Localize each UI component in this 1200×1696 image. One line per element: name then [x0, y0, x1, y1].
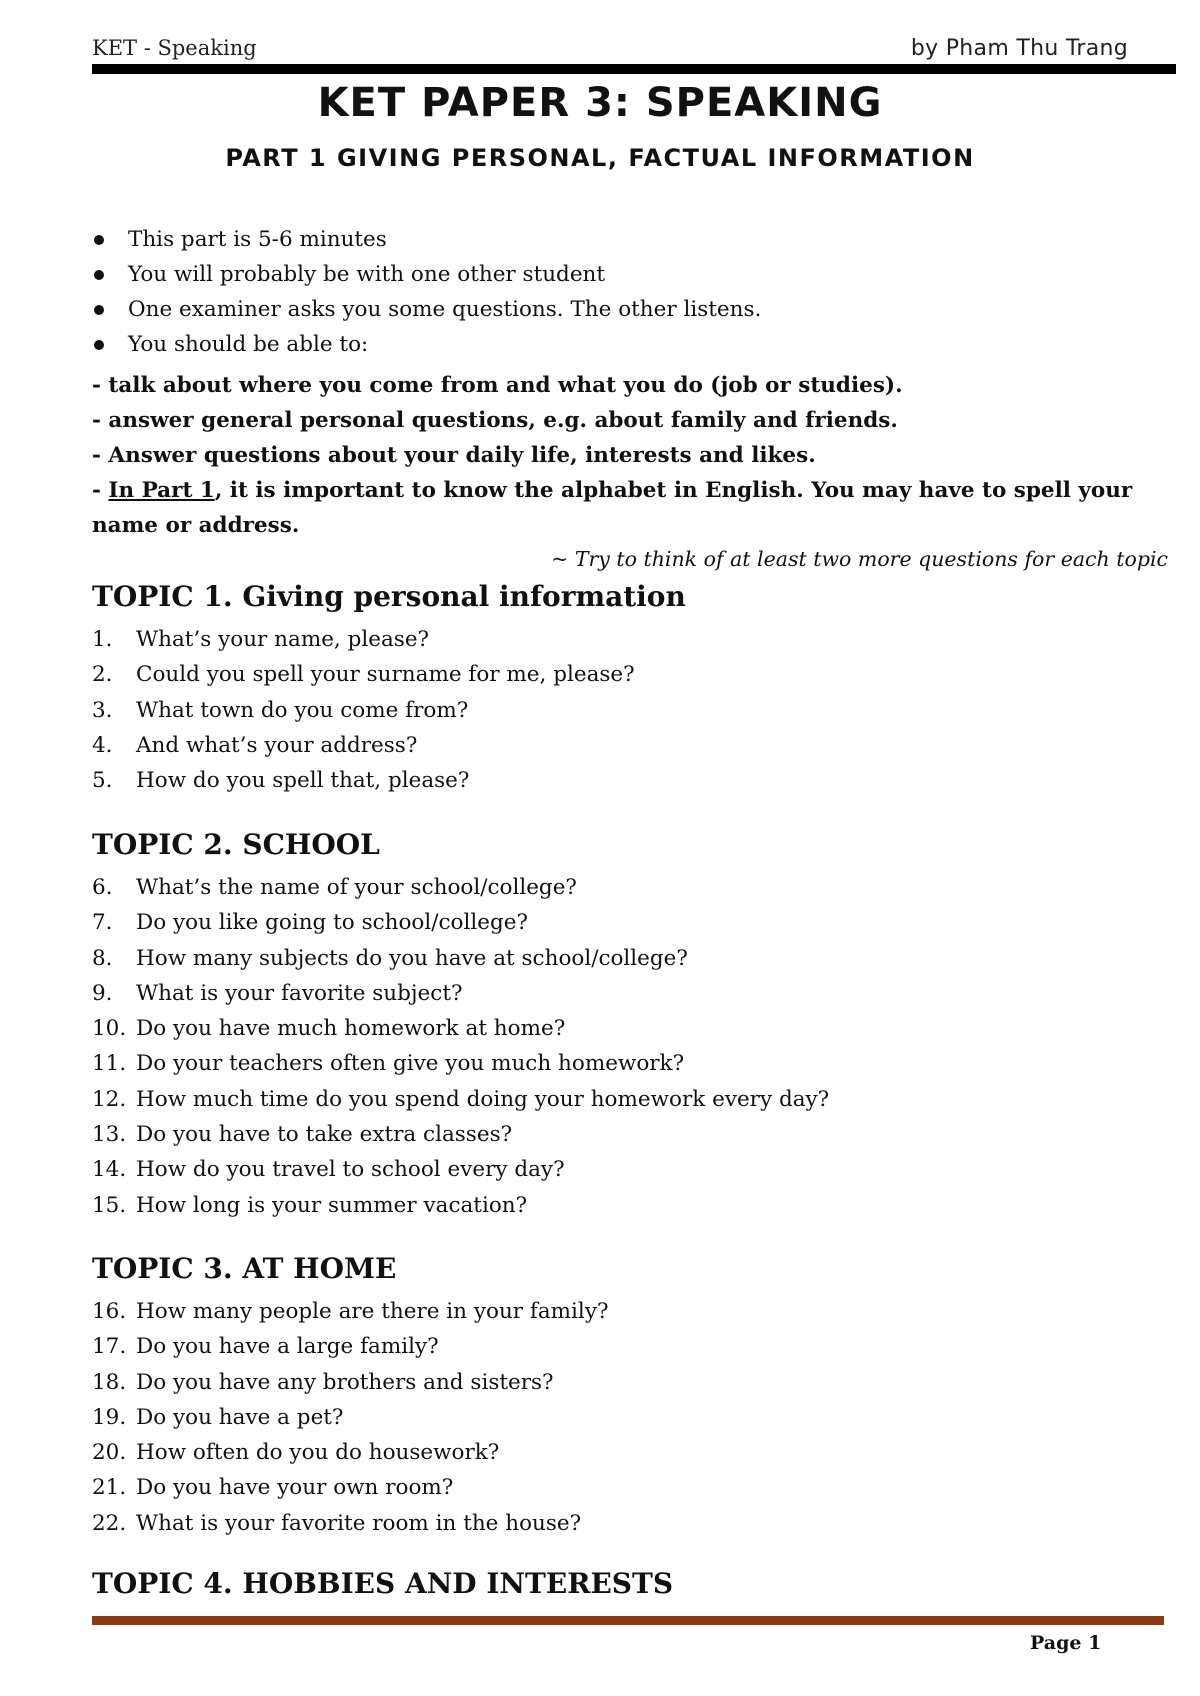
- question-item: [92, 1365, 1092, 1400]
- question-number: 5.: [92, 768, 113, 794]
- part1-underlined: In Part 1: [108, 478, 215, 503]
- question-item: [92, 1470, 1092, 1505]
- header-author: by Pham Thu Trang: [910, 36, 1128, 61]
- question-text: What is your favorite room in the house?: [136, 1510, 582, 1536]
- question-number: 8.: [92, 945, 113, 971]
- question-text: And what’s your address?: [136, 732, 418, 758]
- question-number: 6.: [92, 875, 113, 900]
- question-text: How do you travel to school every day?: [136, 1157, 565, 1183]
- topic-2-questions: [92, 870, 1092, 1223]
- topic-heading: TOPIC 1. Giving personal information: [92, 580, 686, 613]
- alphabet-note-rest: , it is important to know the alphabet in English. You may have to spell your: [214, 478, 1133, 503]
- page-subtitle: PART 1 GIVING PERSONAL, FACTUAL INFORMATION: [225, 144, 975, 172]
- topic-heading: TOPIC 3. AT HOME: [92, 1252, 397, 1285]
- question-item: [92, 976, 1092, 1011]
- question-number: 7.: [92, 910, 113, 936]
- question-item: [92, 1506, 1092, 1541]
- question-item: [92, 622, 1092, 657]
- topic-3-questions: [92, 1294, 1092, 1541]
- question-item: [92, 941, 1092, 976]
- question-text: How long is your summer vacation?: [136, 1192, 528, 1218]
- question-number: 11.: [92, 1051, 127, 1077]
- question-item: [92, 1011, 1092, 1046]
- question-text: What’s the name of your school/college?: [136, 875, 577, 900]
- skill-line: - talk about where you come from and what you do (job or studies).: [92, 373, 903, 398]
- question-item: [92, 1435, 1092, 1470]
- question-text: Do you like going to school/college?: [136, 910, 528, 936]
- question-item: [92, 1400, 1092, 1435]
- question-number: 10.: [92, 1016, 127, 1042]
- question-item: [92, 1294, 1092, 1329]
- alphabet-note-continued: name or address.: [92, 513, 300, 538]
- question-number: 17.: [92, 1334, 127, 1360]
- question-text: Do you have to take extra classes?: [136, 1122, 513, 1148]
- question-number: 18.: [92, 1369, 127, 1395]
- question-number: 3.: [92, 697, 113, 723]
- skill-line: - answer general personal questions, e.g. about family and friends.: [92, 408, 898, 433]
- question-text: How often do you do housework?: [136, 1440, 500, 1466]
- question-text: Do you have a pet?: [136, 1404, 344, 1430]
- question-number: 2.: [92, 662, 113, 688]
- question-text: Do your teachers often give you much homework?: [136, 1051, 685, 1077]
- question-item: [92, 1152, 1092, 1187]
- intro-bullet-list: [92, 222, 1192, 362]
- question-item: [92, 763, 1092, 798]
- question-item: [92, 1329, 1092, 1364]
- question-number: 13.: [92, 1122, 127, 1148]
- question-number: 16.: [92, 1299, 127, 1324]
- question-item: [92, 905, 1092, 940]
- question-number: 20.: [92, 1440, 127, 1466]
- question-number: 12.: [92, 1086, 127, 1112]
- question-text: Do you have any brothers and sisters?: [136, 1369, 554, 1395]
- question-text: How many people are there in your family?: [136, 1299, 609, 1324]
- alphabet-note-prefix: -: [92, 478, 109, 503]
- topic-heading: TOPIC 2. SCHOOL: [92, 828, 380, 861]
- question-item: [92, 1082, 1092, 1117]
- bullet-item: One examiner asks you some questions. The other listens.: [92, 292, 1192, 327]
- question-number: 19.: [92, 1404, 127, 1430]
- question-item: [92, 870, 1092, 905]
- question-item: [92, 728, 1092, 763]
- question-number: 4.: [92, 732, 113, 758]
- topic-1-questions: [92, 622, 1092, 798]
- question-text: How many subjects do you have at school/college?: [136, 945, 688, 971]
- bullet-item: You should be able to:: [92, 327, 1192, 362]
- question-item: [92, 657, 1092, 692]
- question-number: 22.: [92, 1510, 127, 1536]
- question-text: Could you spell your surname for me, please?: [136, 662, 635, 688]
- alphabet-note: [92, 473, 1182, 508]
- skills-list: [92, 368, 1182, 543]
- question-number: 1.: [92, 627, 113, 652]
- header-left-text: KET - Speaking: [92, 36, 257, 60]
- skill-line: - Answer questions about your daily life, interests and likes.: [92, 443, 816, 468]
- instruction-note: ~ Try to think of at least two more questions for each topic: [551, 547, 1168, 571]
- question-text: How do you spell that, please?: [136, 768, 470, 794]
- question-text: What’s your name, please?: [136, 627, 430, 652]
- page-title: KET PAPER 3: SPEAKING: [317, 80, 883, 126]
- question-text: Do you have much homework at home?: [136, 1016, 566, 1042]
- header-divider: [92, 64, 1176, 74]
- page-number: Page 1: [1030, 1632, 1102, 1654]
- question-item: [92, 1117, 1092, 1152]
- bullet-item: This part is 5-6 minutes: [92, 222, 1192, 257]
- question-number: 15.: [92, 1192, 127, 1218]
- question-text: Do you have your own room?: [136, 1475, 454, 1501]
- footer-divider: [92, 1616, 1164, 1625]
- question-item: [92, 1188, 1092, 1223]
- question-number: 9.: [92, 980, 113, 1006]
- question-text: How much time do you spend doing your homework every day?: [136, 1086, 830, 1112]
- topic-heading: TOPIC 4. HOBBIES AND INTERESTS: [92, 1567, 674, 1600]
- question-item: [92, 693, 1092, 728]
- question-text: What town do you come from?: [136, 697, 469, 723]
- question-text: Do you have a large family?: [136, 1334, 439, 1360]
- question-item: [92, 1046, 1092, 1081]
- bullet-item: You will probably be with one other student: [92, 257, 1192, 292]
- question-number: 21.: [92, 1475, 127, 1501]
- question-text: What is your favorite subject?: [136, 980, 463, 1006]
- question-number: 14.: [92, 1157, 127, 1183]
